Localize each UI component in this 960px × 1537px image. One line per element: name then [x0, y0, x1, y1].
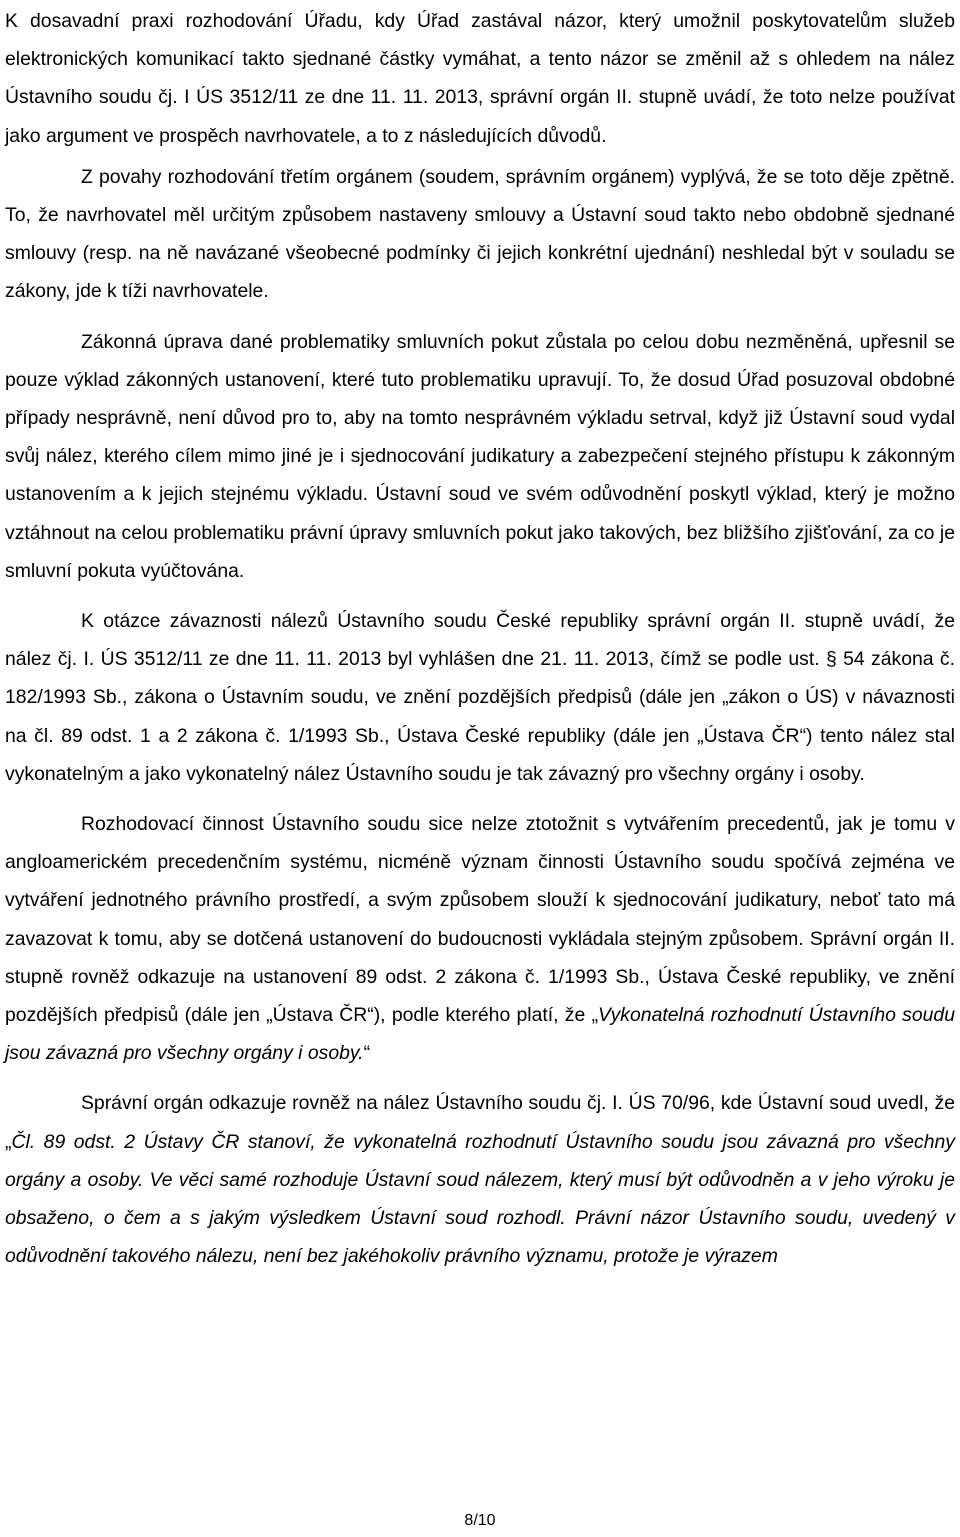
- paragraph-5-text: Rozhodovací činnost Ústavního soudu sice nelze ztotožnit s vytvářením precedentů, jak je tomu v angloamerickém precedenčním systému, nicméně význam činnosti Ústavního soudu spočívá zejména ve vytváření jednotného právního prostředí, a svým způsobem slouží k sjednocování judikatury, neboť tato má zavazovat k tomu, aby se dotčená ustanovení do budoucnosti vykládala stejným způsobem. Správní orgán II. stupně rovněž odkazuje na ustanovení 89 odst. 2 zákona č. 1/1993 Sb., Ústava České republiky, ve znění pozdějších předpisů (dále jen „Ústava ČR“), podle kterého platí, že „: [5, 813, 955, 1027]
- paragraph-2: Z povahy rozhodování třetím orgánem (soudem, správním orgánem) vyplývá, že se toto děje zpětně. To, že navrhovatel měl určitým způsobem nastaveny smlouvy a Ústavní soud takto nebo obdobně sjednané smlouvy (resp. na ně navázané všeobecné podmínky či jejich konkrétní ujednání) neshledal být v souladu se zákony, jde k tíži navrhovatele.: [5, 165, 955, 303]
- document-page: [5, 0, 955, 1276]
- page-number: 8/10: [464, 1512, 496, 1529]
- paragraph-3: Zákonná úprava dané problematiky smluvních pokut zůstala po celou dobu nezměněná, upřesnil se pouze výklad zákonných ustanovení, které tuto problematiku upravují. To, že dosud Úřad posuzoval obdobné případy nesprávně, není důvod pro to, aby na tomto nesprávném výkladu setrval, když již Ústavní soud vydal svůj nález, kterého cílem mimo jiné je i sjednocování judikatury a zabezpečení stejného přístupu k zákonným ustanovením a k jejich stejnému výkladu. Ústavní soud ve svém odůvodnění poskytl výklad, který je možno vztáhnout na celou problematiku právní úpravy smluvních pokut jako takových, bez bližšího zjišťování, za co je smluvní pokuta vyúčtována.: [5, 330, 955, 582]
- paragraph-1: K dosavadní praxi rozhodování Úřadu, kdy Úřad zastával názor, který umožnil poskytovatelům služeb elektronických komunikací takto sjednané částky vymáhat, a tento názor se změnil až s ohledem na nález Ústavního soudu čj. I ÚS 3512/11 ze dne 11. 11. 2013, správní orgán II. stupně uvádí, že toto nelze používat jako argument ve prospěch navrhovatele, a to z následujících důvodů.: [5, 10, 955, 147]
- paragraph-4: K otázce závaznosti nálezů Ústavního soudu České republiky správní orgán II. stupně uvádí, že nález čj. I. ÚS 3512/11 ze dne 11. 11. 2013 byl vyhlášen dne 21. 11. 2013, čímž se podle ust. § 54 zákona č. 182/1993 Sb., zákona o Ústavním soudu, ve znění pozdějších předpisů (dále jen „zákon o ÚS) v návaznosti na čl. 89 odst. 1 a 2 zákona č. 1/1993 Sb., Ústava České republiky (dále jen „Ústava ČR“) tento nález stal vykonatelným a jako vykonatelný nález Ústavního soudu je tak závazný pro všechny orgány i osoby.: [5, 610, 955, 785]
- paragraph-5-close-quote: “: [363, 1042, 371, 1065]
- paragraph-6-text: Správní orgán odkazuje rovněž na nález Ústavního soudu čj. I. ÚS 70/96, kde Ústavní soud uvedl, že „: [5, 1092, 955, 1153]
- paragraph-5: [5, 805, 955, 1072]
- paragraph-6-quote: Čl. 89 odst. 2 Ústavy ČR stanoví, že vykonatelná rozhodnutí Ústavního soudu jsou závazná pro všechny orgány a osoby. Ve věci samé rozhoduje Ústavní soud nálezem, který musí být odůvodněn a v jeho výroku je obsaženo, o čem a s jakým výsledkem Ústavní soud rozhodl. Právní názor Ústavního soudu, uvedený v odůvodnění takového nálezu, není bez jakéhokoliv právního významu, protože je výrazem: [5, 1130, 955, 1268]
- paragraph-5-quote: Vykonatelná rozhodnutí Ústavního soudu jsou závazná pro všechny orgány i osoby.: [5, 1004, 955, 1065]
- paragraph-6: [5, 1084, 955, 1275]
